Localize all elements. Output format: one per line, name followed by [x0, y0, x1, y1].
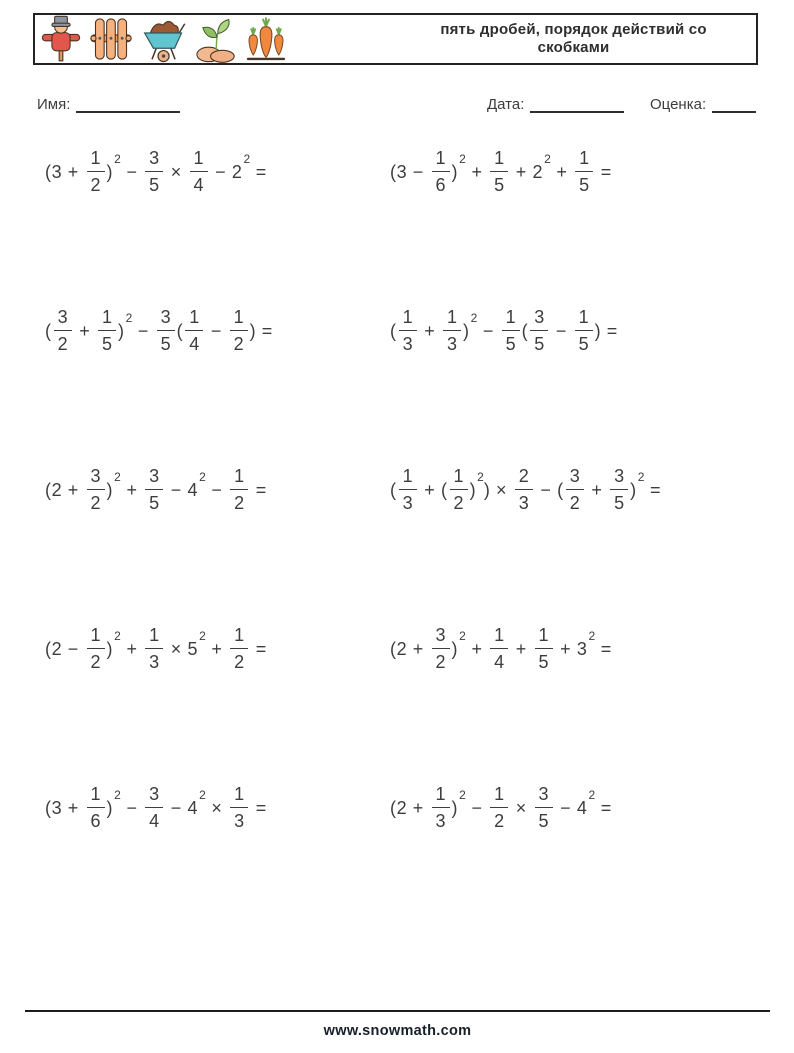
problem-4	[390, 307, 735, 354]
math-fraction: $\frac{3}{2}$	[432, 625, 450, 672]
math-text: )	[451, 638, 459, 659]
math-exponent: 2	[199, 788, 206, 802]
problem-9	[45, 784, 390, 831]
math-exponent: 2	[544, 152, 551, 166]
math-text: − (	[534, 479, 564, 500]
problem-2	[390, 148, 735, 195]
worksheet-title	[401, 21, 746, 57]
math-text: + (	[418, 479, 448, 500]
math-exponent: 2	[459, 629, 466, 643]
math-fraction: $\frac{1}{2}$	[490, 784, 508, 831]
math-text: )	[106, 479, 114, 500]
math-fraction: $\frac{3}{2}$	[566, 466, 584, 513]
math-fraction: $\frac{3}{5}$	[610, 466, 628, 513]
fence-icon	[90, 15, 132, 63]
math-exponent: 2	[114, 788, 121, 802]
fields-row	[0, 96, 794, 118]
math-text: −	[120, 161, 144, 182]
wheelbarrow-icon	[141, 15, 187, 63]
problems-grid	[45, 148, 735, 943]
math-exponent: 2	[588, 788, 596, 802]
math-text: −	[132, 320, 155, 341]
math-exponent: 2	[114, 470, 121, 484]
math-text: =	[250, 161, 267, 182]
grade-field	[650, 96, 756, 113]
math-text: )	[117, 320, 125, 341]
math-fraction: $\frac{1}{2}$	[230, 625, 248, 672]
math-text: )	[462, 320, 470, 341]
math-text: ) =	[249, 320, 273, 341]
scarecrow-icon	[41, 15, 81, 63]
math-text: −	[205, 479, 229, 500]
math-fraction: $\frac{1}{5}$	[535, 625, 553, 672]
math-fraction: $\frac{1}{5}$	[502, 307, 520, 354]
math-text: ) =	[594, 320, 618, 341]
math-text: =	[595, 161, 612, 182]
math-text: (2 +	[390, 638, 430, 659]
header	[33, 13, 758, 65]
math-text: − 4	[554, 797, 588, 818]
math-fraction: $\frac{1}{6}$	[432, 148, 450, 195]
math-exponent: 2	[199, 629, 206, 643]
math-text: (	[521, 320, 529, 341]
math-text: (	[45, 320, 52, 341]
math-text: +	[120, 479, 144, 500]
math-text: − 4	[165, 479, 199, 500]
problem-5	[45, 466, 390, 513]
math-text: ×	[510, 797, 533, 818]
math-text: (2 −	[45, 638, 85, 659]
math-fraction: $\frac{1}{2}$	[230, 307, 248, 354]
math-fraction: $\frac{1}{2}$	[230, 466, 248, 513]
math-exponent: 2	[459, 788, 466, 802]
math-fraction: $\frac{1}{3}$	[443, 307, 461, 354]
math-fraction: $\frac{3}{2}$	[54, 307, 72, 354]
math-text: +	[205, 638, 229, 659]
math-text: )	[469, 479, 477, 500]
math-text: − 4	[165, 797, 199, 818]
title-line-2: скобками	[537, 39, 610, 56]
math-exponent: 2	[125, 311, 133, 325]
problem-3	[45, 307, 390, 354]
grade-blank[interactable]	[712, 96, 756, 113]
math-text: ×	[205, 797, 229, 818]
math-text: )	[451, 797, 459, 818]
math-exponent: 2	[114, 629, 121, 643]
math-exponent: 2	[588, 629, 596, 643]
math-fraction: $\frac{1}{3}$	[432, 784, 450, 831]
math-text: −	[465, 797, 489, 818]
math-fraction: $\frac{1}{5}$	[575, 307, 593, 354]
math-text: )	[106, 797, 114, 818]
name-blank[interactable]	[76, 96, 180, 113]
problem-1	[45, 148, 390, 195]
name-label: Имя:	[37, 96, 71, 113]
math-exponent: 2	[114, 152, 121, 166]
math-text: −	[120, 797, 144, 818]
footer	[25, 1010, 770, 1040]
problem-6	[390, 466, 735, 513]
math-text: +	[585, 479, 609, 500]
math-fraction: $\frac{1}{4}$	[185, 307, 203, 354]
math-fraction: $\frac{3}{4}$	[145, 784, 163, 831]
name-field	[37, 96, 180, 113]
math-fraction: $\frac{3}{5}$	[145, 148, 163, 195]
math-text: (	[390, 479, 397, 500]
math-text: )	[106, 161, 114, 182]
math-text: +	[465, 161, 489, 182]
math-text: × 5	[165, 638, 199, 659]
carrots-icon	[245, 15, 287, 63]
math-text: + 3	[554, 638, 588, 659]
math-fraction: $\frac{1}{4}$	[190, 148, 208, 195]
math-text: ×	[165, 161, 188, 182]
math-fraction: $\frac{1}{2}$	[87, 148, 105, 195]
math-text: −	[477, 320, 500, 341]
math-text: )	[451, 161, 459, 182]
math-text: (3 +	[45, 161, 85, 182]
math-fraction: $\frac{3}{2}$	[87, 466, 105, 513]
math-text: =	[595, 797, 612, 818]
math-text: +	[418, 320, 441, 341]
math-fraction: $\frac{3}{5}$	[145, 466, 163, 513]
math-text: +	[465, 638, 489, 659]
math-exponent: 2	[477, 470, 484, 484]
math-exponent: 2	[637, 470, 645, 484]
math-exponent: 2	[199, 470, 206, 484]
math-fraction: $\frac{1}{3}$	[399, 307, 417, 354]
math-text: =	[250, 797, 267, 818]
math-text: =	[250, 638, 267, 659]
math-text: +	[510, 638, 533, 659]
grade-label: Оценка:	[650, 96, 707, 113]
math-text: +	[73, 320, 96, 341]
math-text: (2 +	[390, 797, 430, 818]
math-text: )	[630, 479, 637, 500]
math-exponent: 2	[243, 152, 251, 166]
problem-8	[390, 625, 735, 672]
date-blank[interactable]	[530, 96, 624, 113]
math-fraction: $\frac{1}{5}$	[490, 148, 508, 195]
math-fraction: $\frac{1}{6}$	[87, 784, 105, 831]
math-text: − 2	[209, 161, 243, 182]
math-fraction: $\frac{2}{3}$	[515, 466, 533, 513]
math-exponent: 2	[459, 152, 466, 166]
math-text: (3 −	[390, 161, 430, 182]
math-fraction: $\frac{3}{5}$	[157, 307, 175, 354]
math-text: + 2	[510, 161, 544, 182]
math-fraction: $\frac{1}{2}$	[450, 466, 468, 513]
math-fraction: $\frac{1}{3}$	[399, 466, 417, 513]
math-text: =	[595, 638, 612, 659]
date-field	[487, 96, 624, 113]
math-fraction: $\frac{1}{2}$	[87, 625, 105, 672]
math-text: −	[550, 320, 573, 341]
math-text: ) ×	[483, 479, 513, 500]
math-fraction: $\frac{3}{5}$	[535, 784, 553, 831]
sprout-icon	[196, 15, 236, 63]
math-fraction: $\frac{1}{5}$	[98, 307, 116, 354]
math-fraction: $\frac{1}{3}$	[145, 625, 163, 672]
title-line-1: пять дробей, порядок действий со	[440, 21, 707, 38]
math-fraction: $\frac{1}{3}$	[230, 784, 248, 831]
problem-7	[45, 625, 390, 672]
math-text: (	[176, 320, 184, 341]
math-text: (2 +	[45, 479, 85, 500]
math-exponent: 2	[470, 311, 478, 325]
math-text: (3 +	[45, 797, 85, 818]
math-text: =	[250, 479, 267, 500]
math-fraction: $\frac{3}{5}$	[530, 307, 548, 354]
math-text: =	[644, 479, 662, 500]
math-text: −	[205, 320, 228, 341]
math-text: )	[106, 638, 114, 659]
date-label: Дата:	[487, 96, 525, 113]
math-text: (	[390, 320, 397, 341]
math-fraction: $\frac{1}{5}$	[575, 148, 593, 195]
website-link[interactable]: www.snowmath.com	[323, 1023, 472, 1039]
header-icons	[41, 15, 287, 63]
math-text: +	[120, 638, 144, 659]
math-fraction: $\frac{1}{4}$	[490, 625, 508, 672]
problem-10	[390, 784, 735, 831]
math-text: +	[550, 161, 574, 182]
